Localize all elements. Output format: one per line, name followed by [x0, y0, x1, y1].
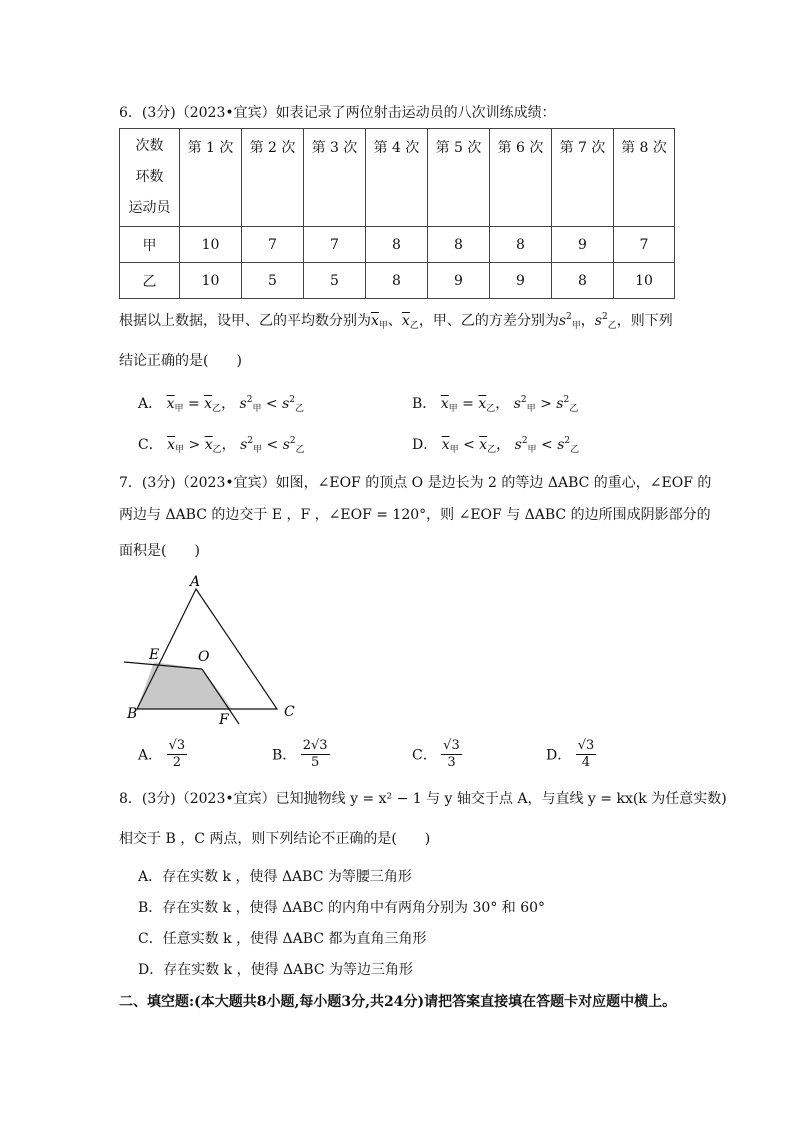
- q7-option-d[interactable]: D． $\frac{√3}{4}$: [546, 738, 595, 770]
- score-cell: 10: [614, 263, 675, 299]
- score-cell: 7: [614, 227, 675, 263]
- score-cell: 8: [366, 263, 428, 299]
- q8-option-b[interactable]: B．存在实数 k ，使得 ΔABC 的内角中有两角分别为 30° 和 60°: [138, 900, 546, 916]
- q8-option-c[interactable]: C．任意实数 k ，使得 ΔABC 都为直角三角形: [138, 931, 427, 947]
- score-cell: 9: [490, 263, 552, 299]
- table-header-cell: 第 7 次: [552, 129, 614, 227]
- table-header-cell: 第 8 次: [614, 129, 675, 227]
- score-cell: 7: [242, 227, 304, 263]
- corner-label-rings: 环数: [135, 169, 164, 185]
- score-cell: 8: [490, 227, 552, 263]
- label-o: O: [198, 649, 210, 665]
- score-cell: 9: [428, 263, 490, 299]
- q7-option-b[interactable]: B． $\frac{2√3}{5}$: [272, 738, 328, 770]
- corner-label-athlete: 运动员: [128, 200, 171, 216]
- q6-question-line: 结论正确的是( ): [119, 353, 242, 369]
- table-header-cell: 第 5 次: [428, 129, 490, 227]
- q7-line-3: 面积是( ): [119, 543, 200, 559]
- score-cell: 10: [180, 263, 242, 299]
- score-cell: 8: [552, 263, 614, 299]
- table-header-cell: 第 6 次: [490, 129, 552, 227]
- score-cell: 8: [366, 227, 428, 263]
- table-header-cell: 第 4 次: [366, 129, 428, 227]
- score-cell: 5: [304, 263, 366, 299]
- table-header-cell: 第 2 次: [242, 129, 304, 227]
- table-header-cell: 第 3 次: [304, 129, 366, 227]
- q7-option-c[interactable]: C． $\frac{√3}{3}$: [412, 738, 460, 770]
- shaded-region: [137, 662, 232, 709]
- score-cell: 9: [552, 227, 614, 263]
- q6-option-a[interactable]: A． $\overline{x}_甲 = \overline{x}_乙$， $s^2_甲 < s^2_乙$: [138, 395, 305, 414]
- section-2-heading: 二、填空题:(本大题共8小题,每小题3分,共24分)请把答案直接填在答题卡对应题中横上。: [119, 994, 677, 1010]
- q6-option-d[interactable]: D． $\overline{x}_甲 < \overline{x}_乙$， $s^2_甲 < s^2_乙$: [412, 436, 580, 455]
- score-cell: 8: [428, 227, 490, 263]
- athlete-name-cell: 甲: [120, 227, 180, 263]
- label-e: E: [149, 647, 160, 663]
- label-f: F: [219, 712, 229, 728]
- q8-option-a[interactable]: A．存在实数 k ，使得 ΔABC 为等腰三角形: [138, 869, 412, 885]
- score-cell: 10: [180, 227, 242, 263]
- label-c: C: [284, 704, 295, 720]
- table-header-cell: 第 1 次: [180, 129, 242, 227]
- label-a: A: [190, 574, 201, 590]
- q7-line-2: 两边与 ΔABC 的边交于 E ，F ，∠EOF = 120°，则 ∠EOF 与 ΔABC 的边所围成阴影部分的: [119, 507, 711, 523]
- q6-stem: 6．(3分)（2023•宜宾）如表记录了两位射击运动员的八次训练成绩：: [119, 105, 556, 121]
- q8-line-1: 8．(3分)（2023•宜宾）已知抛物线 y = x² − 1 与 y 轴交于点 A，与直线 y = kx(k 为任意实数): [119, 791, 727, 807]
- q6-condition-line: 根据以上数据，设甲、乙的平均数分别为$\overline{x}_甲$、$\overline{x}_乙$，甲、乙的方差分别为$s^2_甲$，$s^2_乙$，则下列: [119, 312, 673, 331]
- corner-label-times: 次数: [135, 138, 164, 154]
- q7-option-a[interactable]: A． $\frac{√3}{2}$: [138, 738, 186, 770]
- q8-line-2: 相交于 B ，C 两点，则下列结论不正确的是( ): [119, 831, 431, 847]
- label-b: B: [127, 706, 138, 722]
- score-cell: 7: [304, 227, 366, 263]
- q7-line-1: 7．(3分)（2023•宜宾）如图，∠EOF 的顶点 O 是边长为 2 的等边 ΔABC 的重心，∠EOF 的: [119, 475, 712, 491]
- score-cell: 5: [242, 263, 304, 299]
- q8-option-d[interactable]: D．存在实数 k ，使得 ΔABC 为等边三角形: [138, 962, 413, 978]
- q6-option-b[interactable]: B． $\overline{x}_甲 = \overline{x}_乙$， $s^2_甲 > s^2_乙$: [412, 395, 579, 414]
- q6-option-c[interactable]: C． $\overline{x}_甲 > \overline{x}_乙$， $s^2_甲 < s^2_乙$: [138, 436, 305, 455]
- athlete-name-cell: 乙: [120, 263, 180, 299]
